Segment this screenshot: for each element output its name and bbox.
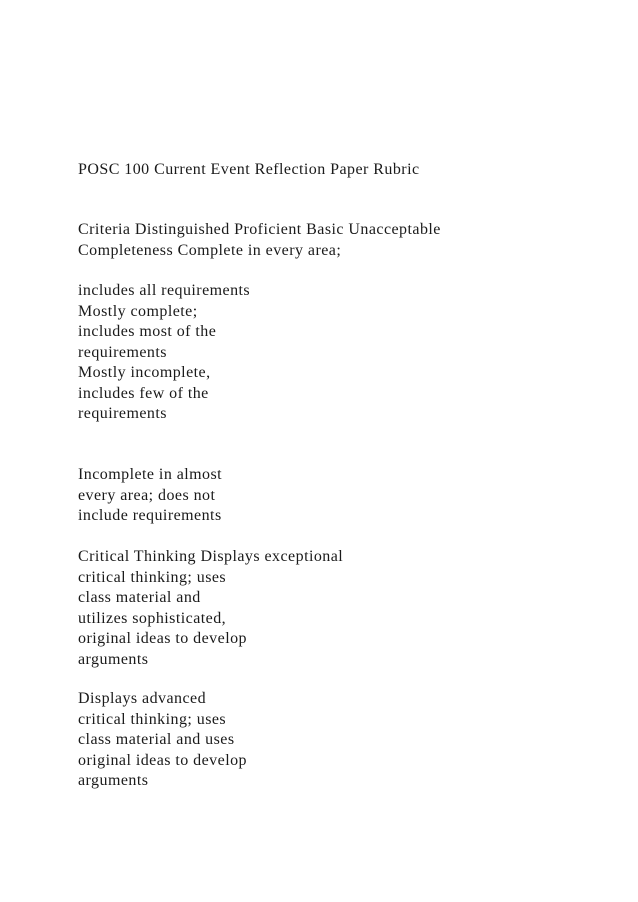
text-line: Incomplete in almost [78,466,223,483]
critical-thinking-block [78,547,343,670]
text-line: original ideas to develop [78,630,247,647]
text-line: class material and [78,589,201,606]
text-line: requirements [78,405,167,422]
text-line: includes most of the [78,323,217,340]
text-line: Mostly complete; [78,302,198,320]
completeness-block [78,281,250,363]
text-line: requirements [78,343,167,361]
text-line: every area; does not [78,486,216,504]
text-line: Completeness Complete in every area; [78,241,342,259]
text-line: includes all requirements [78,282,251,299]
text-line: utilizes sophisticated, [78,609,227,627]
text-line: Displays advanced [78,690,207,707]
text-line: arguments [78,650,149,668]
text-line: critical thinking; uses [78,568,227,586]
text-line: Mostly incomplete, [78,364,211,381]
text-line: critical thinking; uses [78,710,227,728]
text-line: includes few of the [78,384,209,402]
text-line: include requirements [78,507,222,524]
unacceptable-completeness-block [78,465,222,527]
proficient-critical-thinking-block [78,689,247,792]
text-line: arguments [78,772,149,789]
text-line: class material and uses [78,731,235,748]
document-title: POSC 100 Current Event Reflection Paper Rubric [78,161,420,178]
text-line: Critical Thinking Displays exceptional [78,548,344,565]
text-line: original ideas to develop [78,751,247,769]
basic-completeness-block [78,363,211,425]
text-line: Criteria Distinguished Proficient Basic Unacceptable [78,221,441,238]
rubric-header-block [78,220,441,261]
